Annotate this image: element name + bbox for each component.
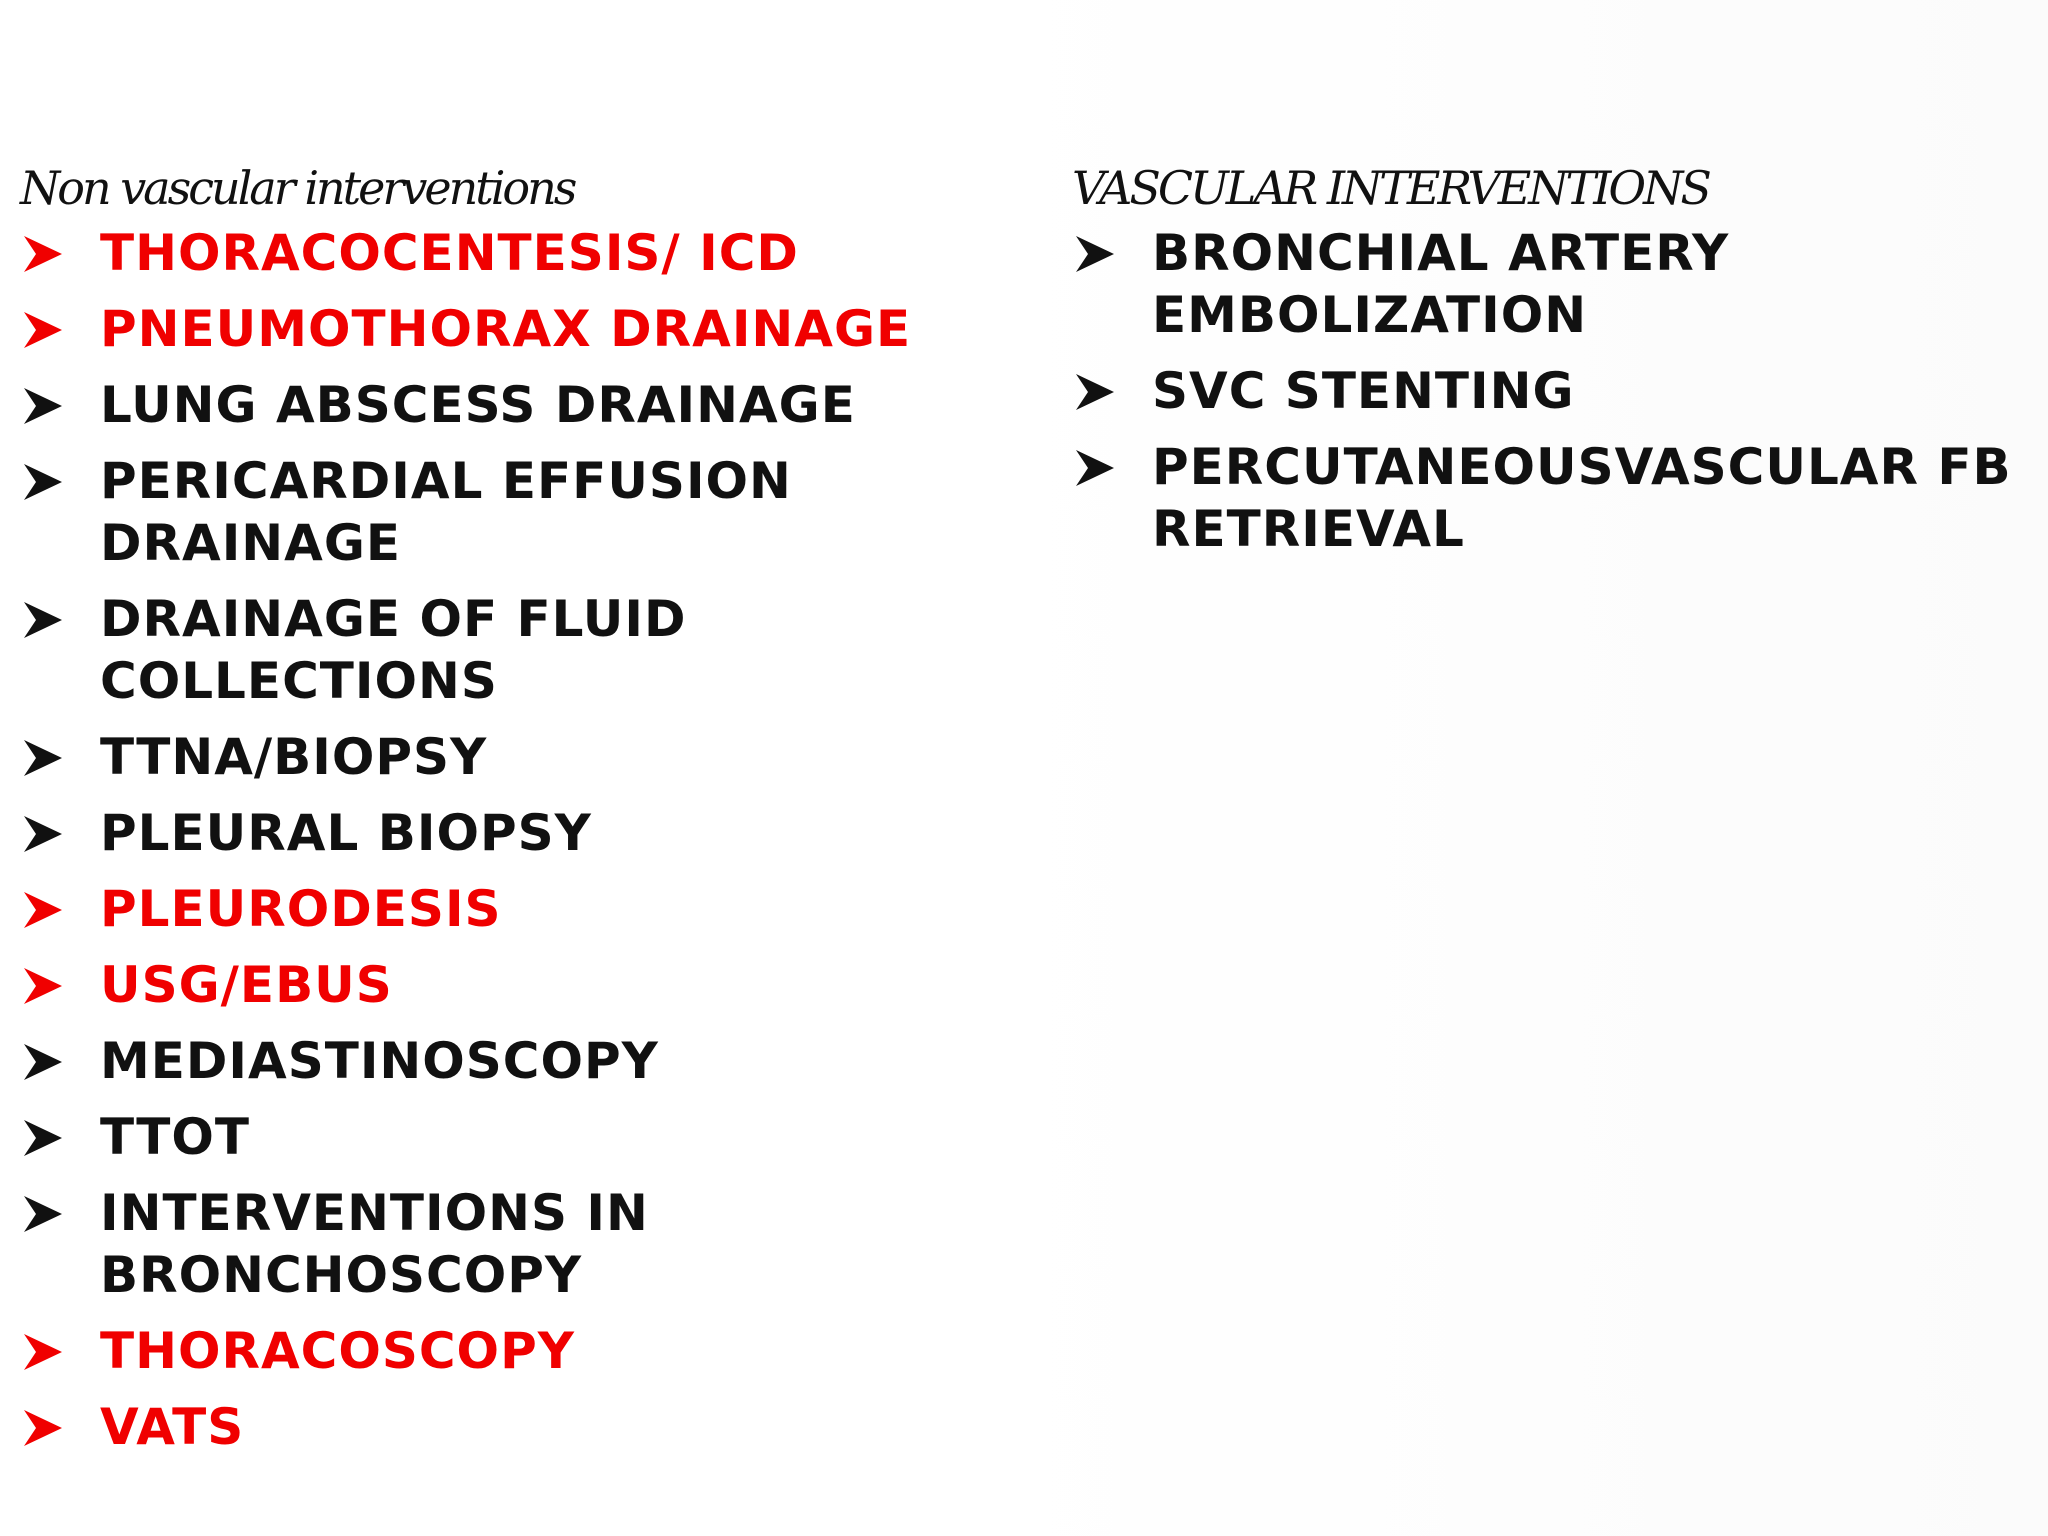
list-item <box>20 1106 1040 1168</box>
list-item <box>20 1030 1040 1092</box>
list-item <box>1072 222 2032 346</box>
arrowhead-bullet-icon <box>1076 374 1114 410</box>
list-item-text: TTOT <box>100 1108 250 1166</box>
list-item-text: MEDIASTINOSCOPY <box>100 1032 659 1090</box>
list-item <box>20 1182 1040 1306</box>
arrowhead-bullet-icon <box>1076 236 1114 272</box>
list-item-text: LUNG ABSCESS DRAINAGE <box>100 376 856 434</box>
list-item-text: PLEURAL BIOPSY <box>100 804 592 862</box>
arrowhead-bullet-icon <box>24 236 62 272</box>
list-item <box>20 222 1040 284</box>
list-item-text: PERCUTANEOUSVASCULAR FB RETRIEVAL <box>1152 438 2012 558</box>
arrowhead-bullet-icon <box>1076 450 1114 486</box>
arrowhead-bullet-icon <box>24 816 62 852</box>
list-item-text: SVC STENTING <box>1152 362 1575 420</box>
non-vascular-column <box>20 160 1040 1472</box>
list-item <box>20 726 1040 788</box>
list-item-text: THORACOCENTESIS/ ICD <box>100 224 799 282</box>
list-item <box>20 1396 1040 1458</box>
list-item-text: INTERVENTIONS IN BRONCHOSCOPY <box>100 1184 649 1304</box>
list-item-text: PERICARDIAL EFFUSION DRAINAGE <box>100 452 792 572</box>
arrowhead-bullet-icon <box>24 1044 62 1080</box>
list-item-text: THORACOSCOPY <box>100 1322 575 1380</box>
list-item <box>20 878 1040 940</box>
vascular-list <box>1072 222 2032 560</box>
list-item-text: VATS <box>100 1398 245 1456</box>
vascular-column <box>1072 160 2032 574</box>
list-item <box>20 588 1040 712</box>
list-item <box>20 1320 1040 1382</box>
list-item <box>20 298 1040 360</box>
arrowhead-bullet-icon <box>24 602 62 638</box>
list-item <box>20 450 1040 574</box>
arrowhead-bullet-icon <box>24 892 62 928</box>
vascular-heading: VASCULAR INTERVENTIONS <box>1072 161 1709 215</box>
list-item <box>20 374 1040 436</box>
arrowhead-bullet-icon <box>24 968 62 1004</box>
list-item-text: BRONCHIAL ARTERY EMBOLIZATION <box>1152 224 1730 344</box>
list-item-text: DRAINAGE OF FLUID COLLECTIONS <box>100 590 687 710</box>
list-item <box>1072 360 2032 422</box>
non-vascular-heading: Non vascular interventions <box>20 161 575 215</box>
list-item <box>20 954 1040 1016</box>
arrowhead-bullet-icon <box>24 740 62 776</box>
list-item-text: USG/EBUS <box>100 956 393 1014</box>
list-item-text: PLEURODESIS <box>100 880 502 938</box>
list-item-text: TTNA/BIOPSY <box>100 728 488 786</box>
list-item-text: PNEUMOTHORAX DRAINAGE <box>100 300 912 358</box>
arrowhead-bullet-icon <box>24 388 62 424</box>
arrowhead-bullet-icon <box>24 1410 62 1446</box>
arrowhead-bullet-icon <box>24 1196 62 1232</box>
list-item <box>1072 436 2032 560</box>
arrowhead-bullet-icon <box>24 1120 62 1156</box>
arrowhead-bullet-icon <box>24 1334 62 1370</box>
list-item <box>20 802 1040 864</box>
non-vascular-list <box>20 222 1040 1458</box>
arrowhead-bullet-icon <box>24 464 62 500</box>
arrowhead-bullet-icon <box>24 312 62 348</box>
